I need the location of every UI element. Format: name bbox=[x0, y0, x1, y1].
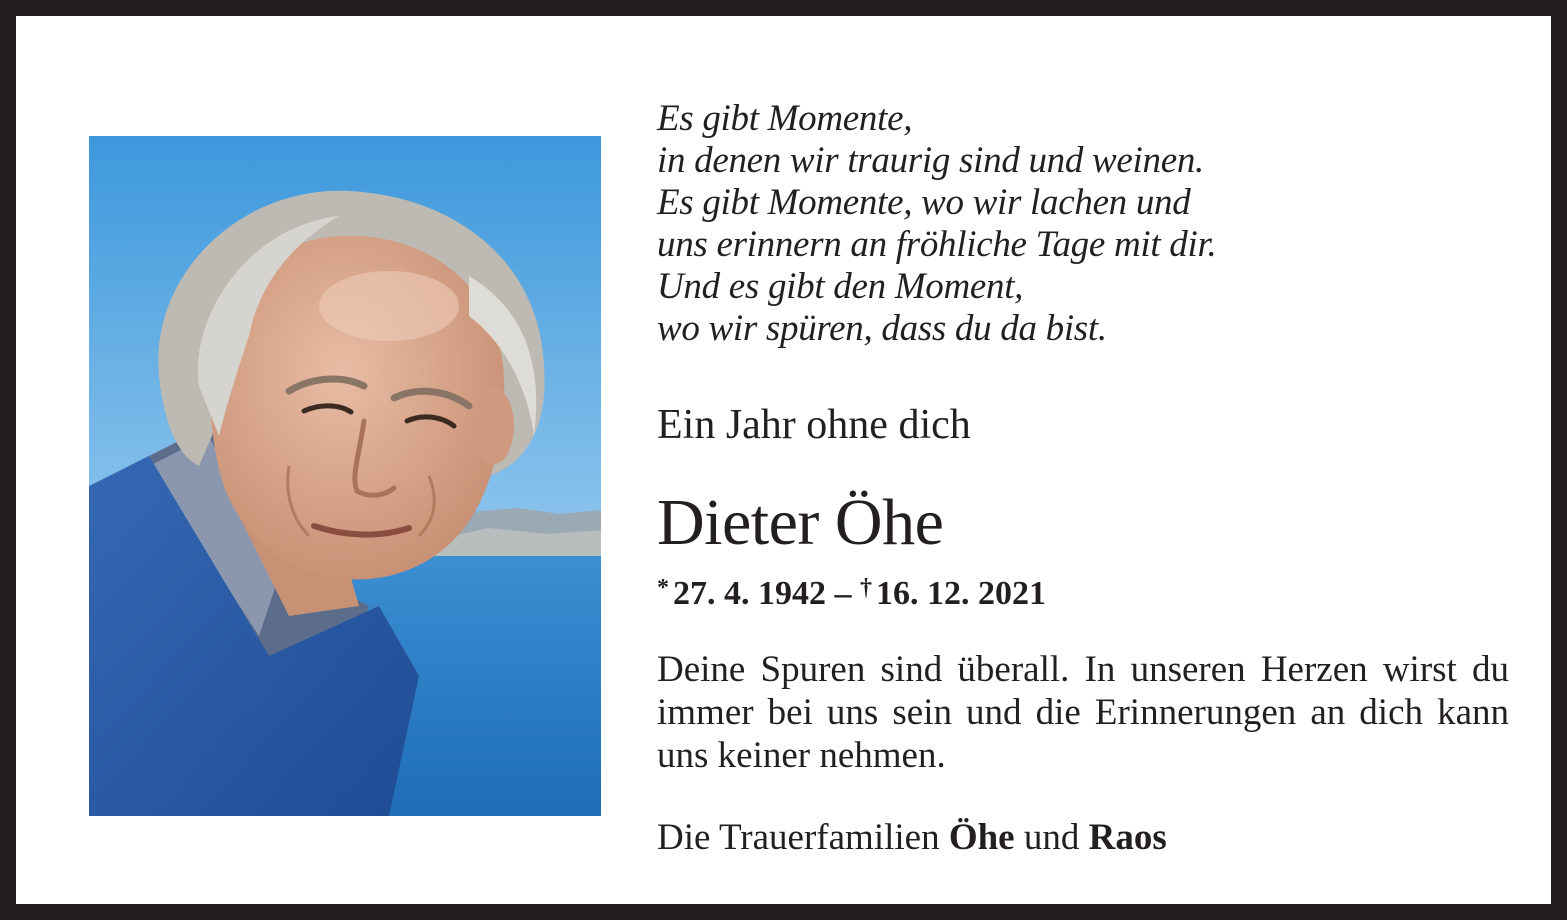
life-dates bbox=[657, 568, 1046, 614]
text-column bbox=[657, 98, 1509, 858]
birth-symbol: * bbox=[657, 575, 669, 601]
poem-line: Und es gibt den Moment, bbox=[657, 266, 1024, 307]
portrait-photo bbox=[89, 136, 601, 816]
date-separator: – bbox=[826, 575, 860, 612]
memorial-message: Deine Spuren sind überall. In unseren Herzen wirst du immer bei uns sein und die Erinnerungen an dich kann uns keiner nehmen. bbox=[657, 649, 1509, 776]
forehead-highlight bbox=[319, 271, 459, 341]
anniversary-heading: Ein Jahr ohne dich bbox=[657, 402, 971, 448]
family-name-1: Öhe bbox=[948, 817, 1015, 858]
poem-line: Es gibt Momente, wo wir lachen und bbox=[657, 182, 1191, 223]
signature bbox=[657, 816, 1167, 859]
birth-date: 27. 4. 1942 bbox=[673, 575, 826, 612]
poem-line: wo wir spüren, dass du da bist. bbox=[657, 308, 1107, 349]
ear bbox=[474, 388, 514, 464]
poem bbox=[657, 98, 1509, 350]
poem-line: uns erinnern an fröhliche Tage mit dir. bbox=[657, 224, 1217, 265]
poem-line: in denen wir traurig sind und weinen. bbox=[657, 140, 1204, 181]
portrait-illustration bbox=[89, 136, 601, 816]
signature-prefix: Die Trauerfamilien bbox=[657, 817, 949, 858]
signature-joiner: und bbox=[1014, 817, 1089, 858]
family-name-2: Raos bbox=[1088, 817, 1167, 858]
poem-line: Es gibt Momente, bbox=[657, 98, 913, 139]
death-date: 16. 12. 2021 bbox=[876, 575, 1046, 612]
deceased-name: Dieter Öhe bbox=[657, 486, 944, 559]
death-symbol: † bbox=[860, 575, 872, 601]
